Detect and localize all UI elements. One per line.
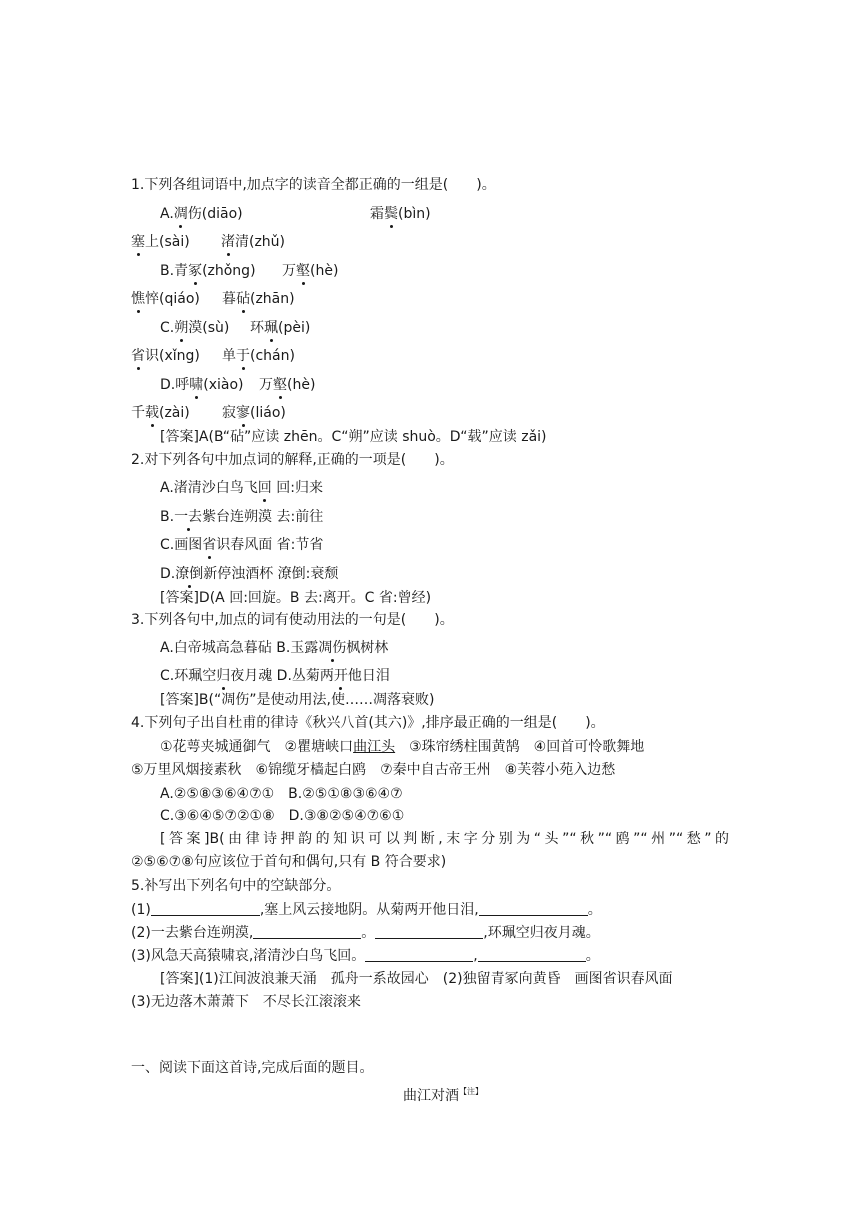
q1-option-c-4: 单于(chán)	[222, 348, 295, 364]
q5-blank[interactable]	[479, 901, 588, 916]
q1-option-b-2: 万壑(hè)	[282, 263, 339, 279]
q1-option-c-3: 省识(xǐng)	[131, 348, 200, 364]
q4-answer-2: ②⑤⑥⑦⑧句应该位于首句和偶句,只有 B 符合要求)	[131, 854, 447, 870]
q5-line-3: (3)风急天高猿啸哀,渚清沙白鸟飞回。 , 。	[131, 948, 600, 964]
q3-answer: [答案]B(“凋伤”是使动用法,使……凋落衰败)	[160, 692, 435, 708]
q1-option-a-4: 渚清(zhǔ)	[221, 234, 286, 250]
q3-options-ab: A.白帝城高急暮砧 B.玉露凋伤枫树林	[160, 640, 389, 656]
q1-stem: 1.下列各组词语中,加点字的读音全都正确的一组是( )。	[131, 177, 496, 193]
q2-option-b: B.一去紫台连朔漠 去:前往	[160, 509, 324, 525]
q2-stem: 2.对下列各句中加点词的解释,正确的一项是( )。	[131, 452, 454, 468]
q1-option-d-4: 寂寥(liáo)	[222, 405, 286, 421]
q5-blank[interactable]	[253, 924, 361, 939]
note-mark: 【注】	[459, 1087, 483, 1096]
q4-stem: 4.下列句子出自杜甫的律诗《秋兴八首(其六)》,排序最正确的一组是( )。	[131, 715, 605, 731]
q1-option-d-2: 万壑(hè)	[259, 377, 316, 393]
poem-title: 曲江对酒$^{【注】}$	[403, 1087, 483, 1104]
q4-options-cd: C.③⑥④⑤⑦②①⑧ D.③⑧②⑤④⑦⑥①	[160, 808, 405, 824]
q3-stem: 3.下列各句中,加点的词有使动用法的一句是( )。	[131, 612, 454, 628]
q5-blank[interactable]	[151, 901, 260, 916]
q4-options-ab: A.②⑤⑧③⑥④⑦① B.②⑤①⑧③⑥④⑦	[160, 786, 403, 802]
q5-answer-2: (3)无边落木萧萧下 不尽长江滚滚来	[131, 994, 361, 1010]
q5-blank[interactable]	[365, 947, 473, 962]
q1-option-d-1: D.呼啸(xiào)	[160, 377, 244, 393]
q1-option-b-3: 憔悴(qiáo)	[131, 291, 200, 307]
q1-option-c-1: C.朔漠(sù)	[160, 320, 230, 336]
q5-blank[interactable]	[375, 924, 483, 939]
q1-answer: [答案]A(B“砧”应读 zhēn。C“朔”应读 shuò。D“载”应读 zǎi)	[160, 429, 547, 445]
q4-sentences-1: ①花萼夹城通御气 ②瞿塘峡口曲江头 ③珠帘绣柱围黄鹄 ④回首可怜歌舞地	[160, 739, 645, 755]
q2-answer: [答案]D(A 回:回旋。B 去:离开。C 省:曾经)	[160, 590, 432, 606]
q1-option-c-2: 环珮(pèi)	[250, 320, 311, 336]
q4-answer-1: [答案]B(由律诗押韵的知识可以判断,末字分别为“头”“秋”“鸥”“州”“愁”的	[160, 831, 729, 847]
q5-stem: 5.补写出下列名句中的空缺部分。	[131, 878, 341, 894]
q2-option-d: D.潦倒新停浊酒杯 潦倒:衰颓	[160, 566, 339, 582]
q2-option-a: A.渚清沙白鸟飞回 回:归来	[160, 480, 323, 496]
q5-line-1: (1) ,塞上风云接地阴。从菊两开他日泪, 。	[131, 902, 602, 918]
q4-sentences-2: ⑤万里风烟接素秋 ⑥锦缆牙樯起白鸥 ⑦秦中自古帝王州 ⑧芙蓉小苑入边愁	[131, 762, 616, 778]
q1-option-a-1: A.凋伤(diāo)	[160, 206, 243, 222]
section-heading: 一、阅读下面这首诗,完成后面的题目。	[131, 1060, 374, 1076]
q3-options-cd: C.环珮空归夜月魂 D.丛菊两开他日泪	[160, 668, 390, 684]
q5-blank[interactable]	[478, 947, 586, 962]
q1-option-a-2: 霜鬓(bìn)	[370, 206, 431, 222]
q2-option-c: C.画图省识春风面 省:节省	[160, 537, 324, 553]
q1-option-b-1: B.青冢(zhǒng)	[160, 263, 256, 279]
q5-line-2: (2)一去紫台连朔漠, 。 ,环珮空归夜月魂。	[131, 925, 600, 941]
q5-answer-1: [答案](1)江间波浪兼天涌 孤舟一系故园心 (2)独留青冢向黄昏 画图省识春风面	[160, 971, 673, 987]
q1-option-a-3: 塞上(sài)	[131, 234, 190, 250]
q1-option-b-4: 暮砧(zhān)	[222, 291, 295, 307]
q1-option-d-3: 千载(zài)	[131, 405, 190, 421]
